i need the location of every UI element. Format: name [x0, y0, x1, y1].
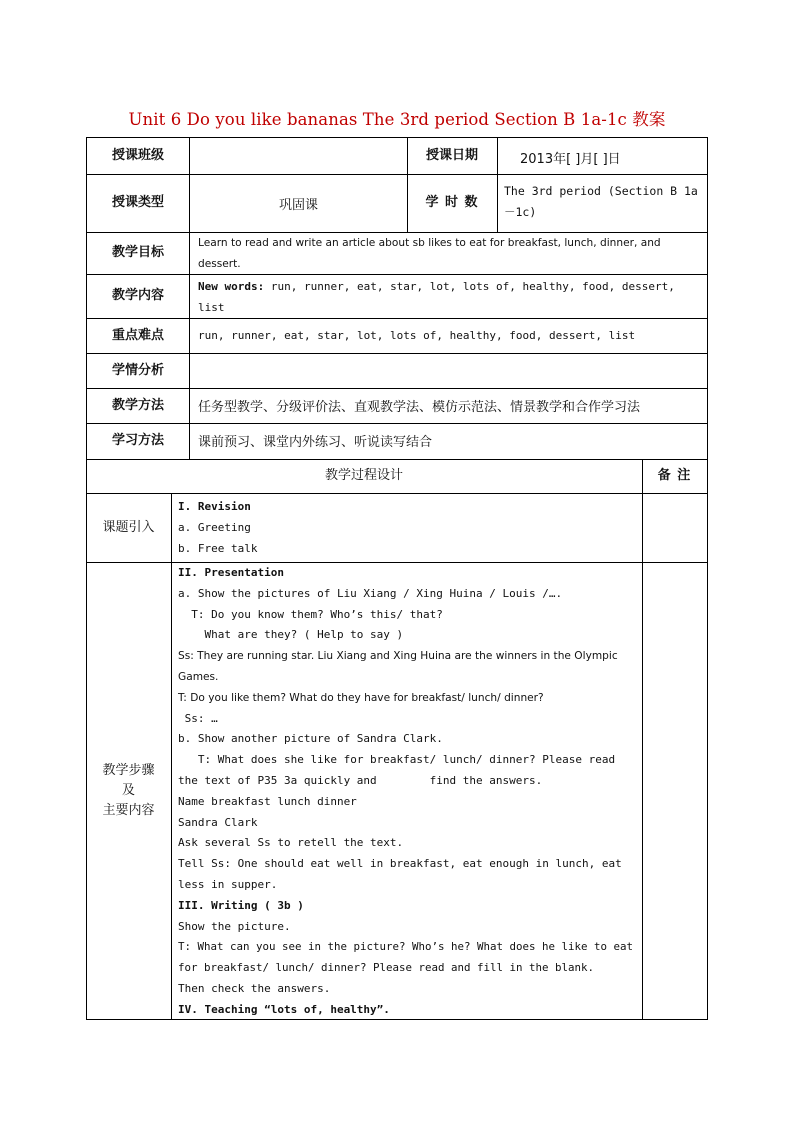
study-label: 学习方法 [111, 433, 164, 448]
step-line: Ss: They are running star. Liu Xiang and Xing Huina are the winners in the Olympic Games. [178, 650, 618, 683]
method-value: 任务型教学、分级评价法、直观教学法、模仿示范法、情景教学和合作学习法 [198, 400, 641, 415]
new-words-list: run, runner, eat, star, lot, lots of, healthy, food, dessert, list [198, 280, 675, 314]
step-line: b. Show another picture of Sandra Clark. [178, 732, 443, 746]
steps-label [86, 562, 171, 1019]
step-line: Show the picture. [178, 919, 291, 933]
method-label: 教学方法 [111, 397, 164, 413]
class-value [190, 137, 407, 174]
study-value: 课前预习、课堂内外练习、听说读写结合 [198, 435, 433, 450]
steps-label-line2: 及 [121, 782, 135, 798]
process-header: 教学过程设计 [324, 468, 403, 483]
analysis-label: 学情分析 [111, 362, 164, 378]
hours-value: The 3rd period (Section B 1a －1c) [504, 184, 698, 219]
hours-label: 学 时 数 [425, 195, 479, 210]
page-title: Unit 6 Do you like bananas The 3rd period Section B 1a-1c 教案 [128, 110, 666, 129]
new-words-prefix: New words: [198, 280, 265, 293]
step-line: Then check the answers. [178, 981, 331, 995]
key-label: 重点难点 [111, 327, 164, 343]
step-line: IV. Teaching “lots of, healthy”. [178, 1002, 390, 1016]
goal-value: Learn to read and write an article about sb likes to eat for breakfast, lunch, dinner, and dessert. [198, 237, 661, 270]
step-line: a. Show the pictures of Liu Xiang / Xing Huina / Louis /…. [178, 586, 563, 600]
steps-label-line1: 教学步骤 [102, 762, 155, 778]
step-line: III. Writing ( 3b ) [178, 898, 304, 912]
remarks-header: 备 注 [657, 468, 692, 483]
step-line: Sandra Clark [178, 815, 258, 829]
steps-label-line3: 主要内容 [102, 802, 155, 818]
step-line: Ss: … [178, 711, 218, 725]
step-line: What are they? ( Help to say ) [178, 628, 404, 642]
content-value [190, 276, 707, 318]
intro-line: I. Revision [178, 500, 251, 513]
step-line: T: Do you know them? Who’s this/ that? [178, 607, 443, 621]
steps-content [178, 563, 640, 1019]
step-line: II. Presentation [178, 566, 284, 579]
content-label: 教学内容 [111, 288, 164, 303]
class-label: 授课班级 [111, 147, 164, 163]
key-value: run, runner, eat, star, lot, lots of, healthy, food, dessert, list [198, 329, 636, 342]
intro-content [178, 497, 640, 561]
intro-label: 课题引入 [102, 519, 155, 535]
step-line: Ask several Ss to retell the text. [178, 836, 404, 850]
intro-line: a. Greeting [178, 520, 251, 534]
date-label: 授课日期 [425, 147, 478, 163]
intro-line: b. Free talk [178, 541, 258, 555]
step-line: T: What does she like for breakfast/ lunch/ dinner? Please read the text of P35 3a quickly and find the answers. [178, 753, 622, 787]
step-line: T: Do you like them? What do they have for breakfast/ lunch/ dinner? [178, 691, 544, 704]
type-value: 巩固课 [278, 197, 318, 213]
step-line: Name breakfast lunch dinner [178, 794, 357, 808]
analysis-value [190, 353, 707, 388]
type-label: 授课类型 [111, 195, 164, 210]
step-line: T: What can you see in the picture? Who’s he? What does he like to eat for breakfast/ lunch/ dinner? Please read and fill in the blank. [178, 940, 634, 975]
step-line: Tell Ss: One should eat well in breakfast, eat enough in lunch, eat less in supper. [178, 857, 622, 891]
date-value: 2013年[ ]月[ ]日 [520, 152, 621, 167]
goal-label: 教学目标 [111, 245, 164, 260]
